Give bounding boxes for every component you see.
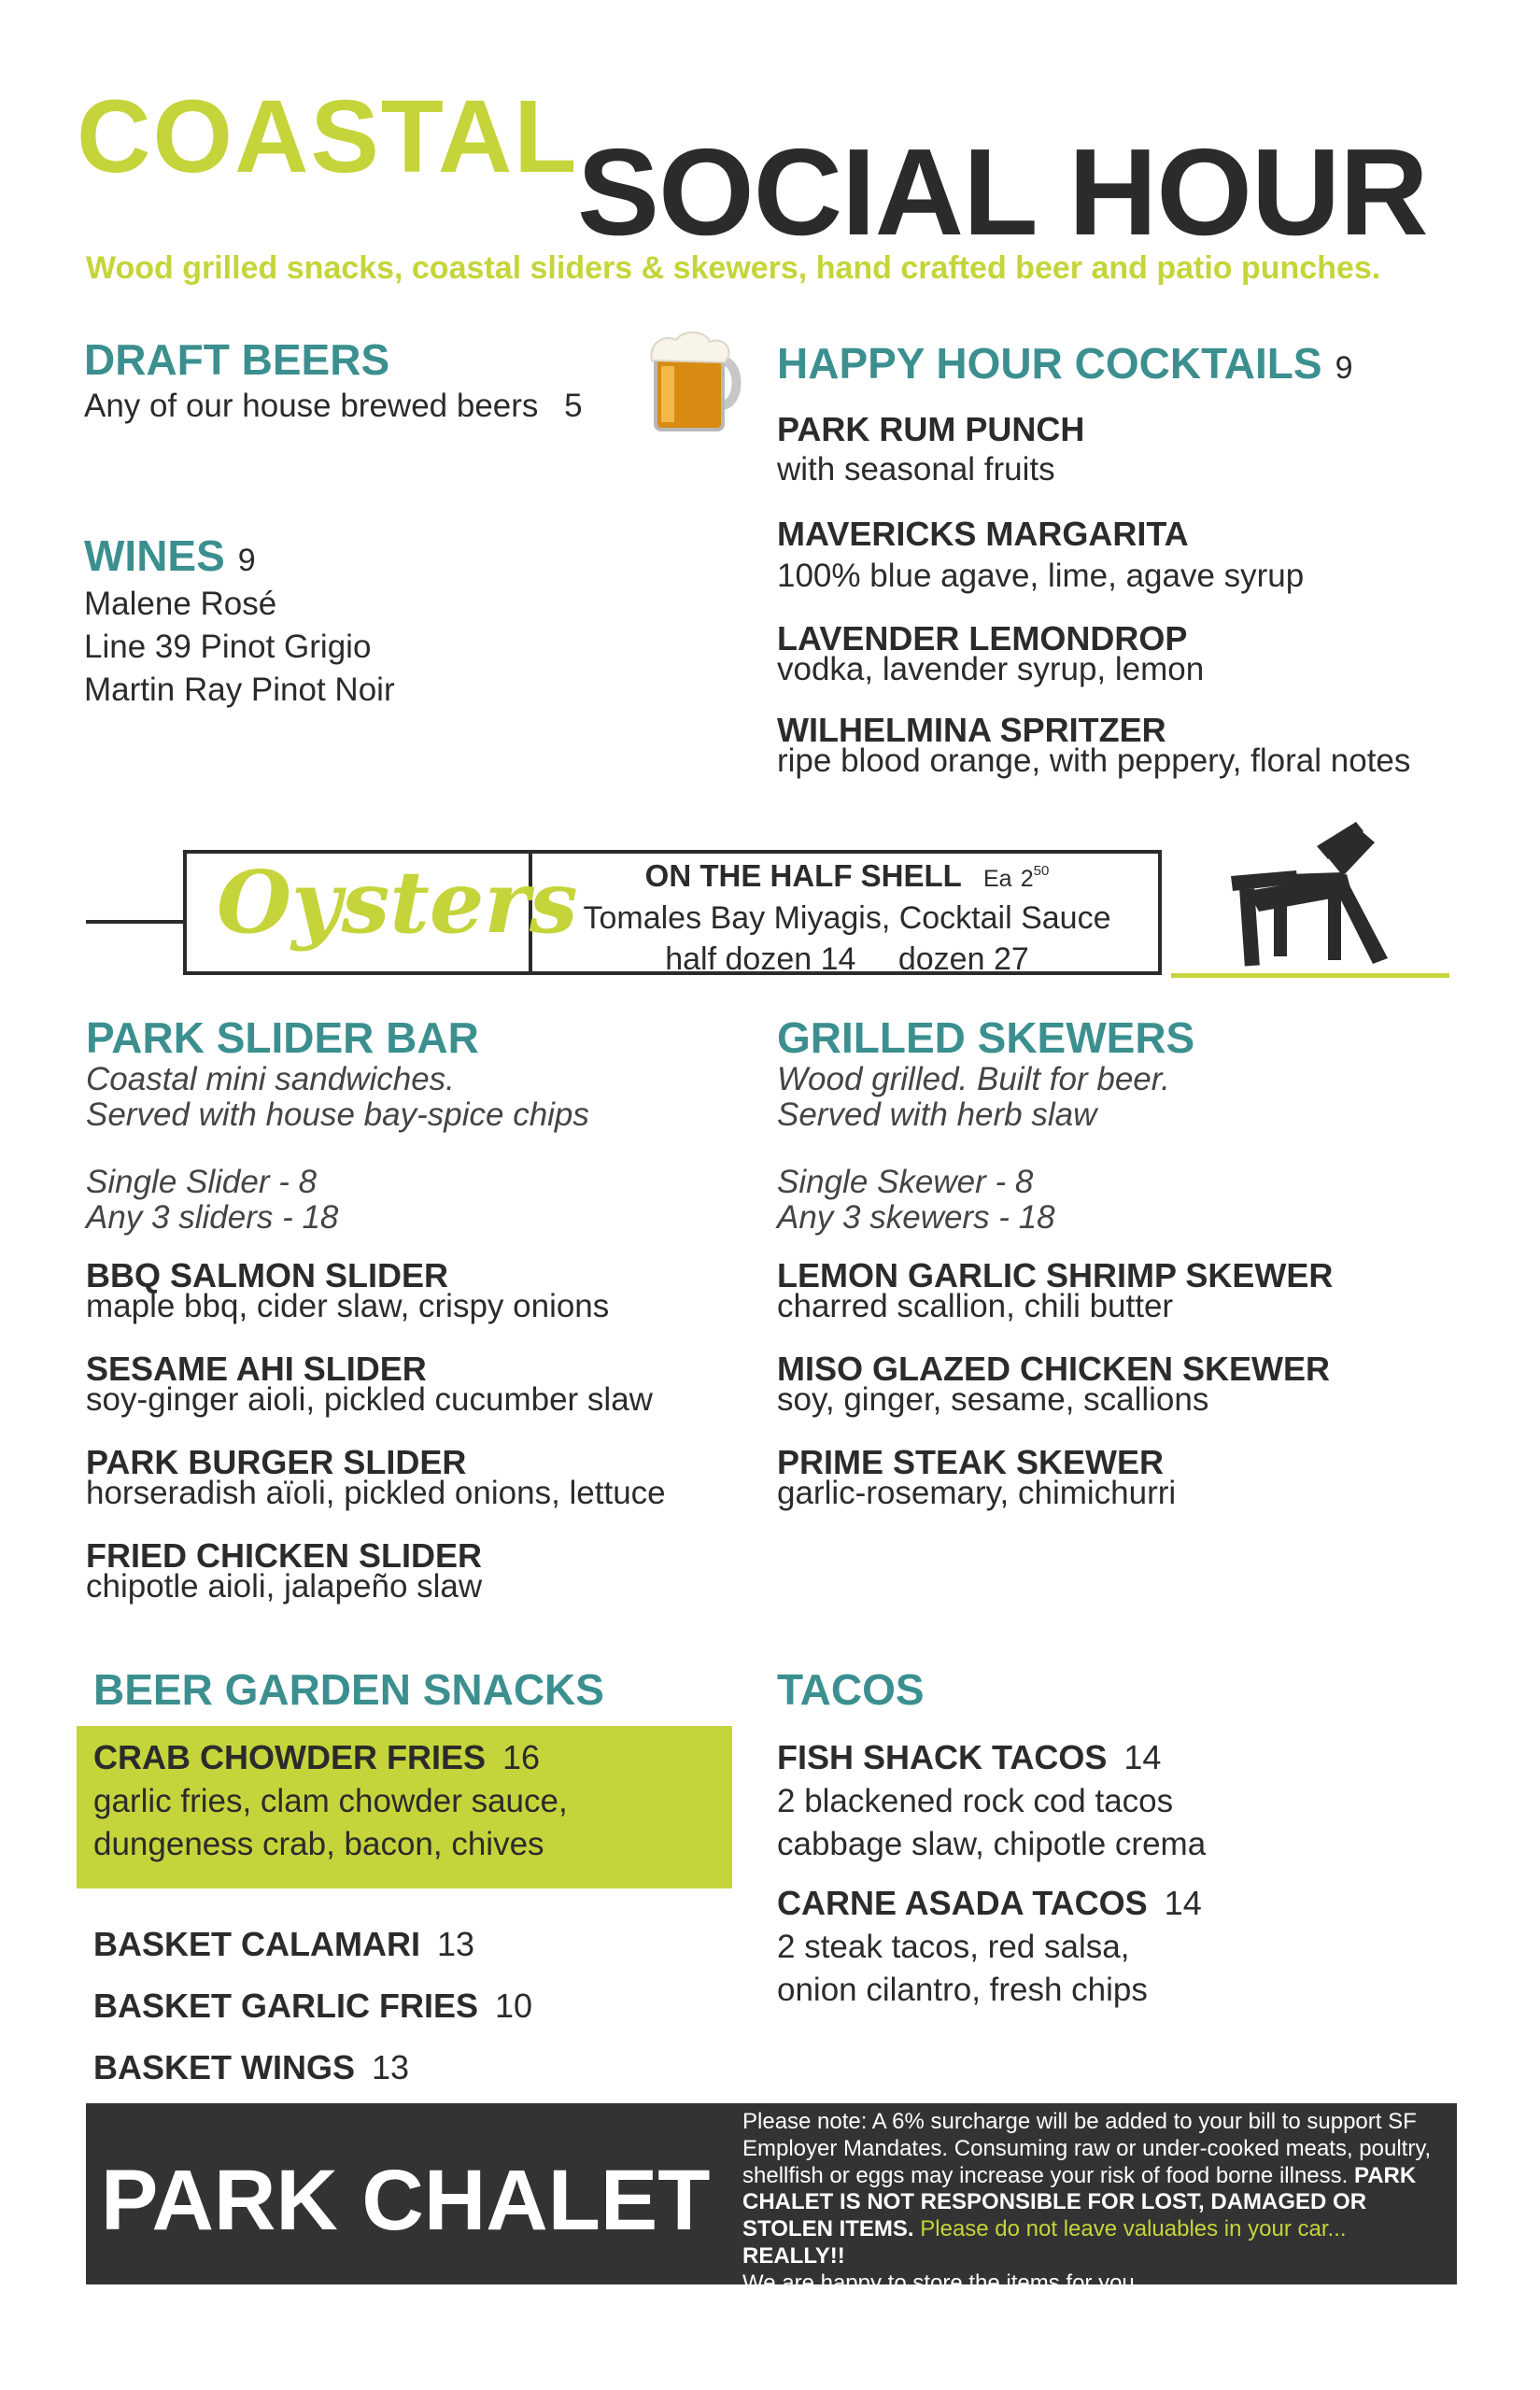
sliders-pricing-1: Single Slider - 8 xyxy=(86,1164,318,1200)
cocktail-desc: 100% blue agave, lime, agave syrup xyxy=(777,558,1305,594)
featured-snack-name: CRAB CHOWDER FRIES xyxy=(93,1738,486,1776)
skewers-pricing-1: Single Skewer - 8 xyxy=(777,1164,1034,1200)
taco-price: 14 xyxy=(1123,1738,1162,1776)
wine-item: Martin Ray Pinot Noir xyxy=(84,672,395,708)
footer-note-end: We are happy to store the items for you. xyxy=(742,2270,1141,2296)
cocktails-heading: HAPPY HOUR COCKTAILS xyxy=(777,339,1322,388)
skewer-desc: garlic-rosemary, chimichurri xyxy=(777,1475,1177,1511)
footer-brand: PARK CHALET xyxy=(101,2153,711,2248)
slider-desc: chipotle aioli, jalapeño slaw xyxy=(86,1568,483,1605)
oyster-dozen: dozen 27 xyxy=(897,941,1029,978)
draft-beers-text: Any of our house brewed beers xyxy=(84,388,539,424)
oyster-pricing xyxy=(532,939,1162,981)
featured-snack-desc-2: dungeness crab, bacon, chives xyxy=(93,1826,544,1862)
skewers-pricing-2: Any 3 skewers - 18 xyxy=(777,1199,1055,1236)
wines-heading: WINES xyxy=(84,531,225,580)
beer-mug-icon xyxy=(648,329,742,433)
snack-price: 10 xyxy=(495,1987,533,2025)
featured-snack-desc-1: garlic fries, clam chowder sauce, xyxy=(93,1783,568,1819)
footer-note xyxy=(742,2109,1452,2298)
sliders-intro-1: Coastal mini sandwiches. xyxy=(86,1061,455,1097)
taco-name-row xyxy=(777,1885,1202,1922)
draft-beers-heading: DRAFT BEERS xyxy=(84,335,390,384)
taco-name: CARNE ASADA TACOS xyxy=(777,1884,1148,1922)
oyster-details xyxy=(532,856,1162,981)
cocktail-desc: vodka, lavender syrup, lemon xyxy=(777,651,1205,687)
oyster-script-title: Oysters xyxy=(217,852,578,953)
footer-note-really: REALLY!! xyxy=(742,2242,845,2269)
cocktail-desc: ripe blood orange, with peppery, floral notes xyxy=(777,742,1411,779)
oyster-heading: ON THE HALF SHELL xyxy=(644,858,962,893)
taco-name: FISH SHACK TACOS xyxy=(777,1738,1108,1776)
featured-snack-price: 16 xyxy=(502,1738,541,1776)
slider-name: PARK BURGER SLIDER xyxy=(86,1443,467,1481)
wine-item: Malene Rosé xyxy=(84,586,277,622)
snack-item xyxy=(93,2049,409,2086)
wines-header xyxy=(84,531,256,580)
footer-note-bold: PARK CHALET IS NOT RESPONSIBLE FOR LOST, DAMAGED OR STOLEN ITEMS. xyxy=(742,2162,1417,2242)
skewer-desc: charred scallion, chili butter xyxy=(777,1288,1174,1324)
cocktail-name: WILHELMINA SPRITZER xyxy=(777,711,1166,749)
skewers-intro-2: Served with herb slaw xyxy=(777,1096,1097,1133)
draft-beers-line xyxy=(84,385,583,428)
cocktail-desc: with seasonal fruits xyxy=(777,451,1055,488)
cocktail-name: MAVERICKS MARGARITA xyxy=(777,515,1189,553)
title-coastal: COASTAL xyxy=(77,79,579,194)
taco-desc-2: onion cilantro, fresh chips xyxy=(777,1972,1148,2008)
skewers-intro-1: Wood grilled. Built for beer. xyxy=(777,1061,1170,1097)
sliders-intro-2: Served with house bay-spice chips xyxy=(86,1096,589,1133)
cocktails-header xyxy=(777,339,1353,388)
sliders-pricing-2: Any 3 sliders - 18 xyxy=(86,1199,339,1236)
skewer-desc: soy, ginger, sesame, scallions xyxy=(777,1381,1209,1418)
skewers-heading: GRILLED SKEWERS xyxy=(777,1013,1195,1062)
snack-name: BASKET CALAMARI xyxy=(93,1925,420,1963)
slider-name: FRIED CHICKEN SLIDER xyxy=(86,1536,483,1575)
skewer-name: PRIME STEAK SKEWER xyxy=(777,1443,1165,1481)
oyster-each-dollars: 2 xyxy=(1020,866,1034,892)
snack-name: BASKET WINGS xyxy=(93,2048,356,2086)
slider-name: BBQ SALMON SLIDER xyxy=(86,1256,449,1294)
slider-desc: soy-ginger aioli, pickled cucumber slaw xyxy=(86,1381,653,1418)
cocktails-price: 9 xyxy=(1335,350,1353,386)
draft-beers-price: 5 xyxy=(564,388,583,424)
oyster-rule-left xyxy=(86,920,183,924)
oyster-rule-right xyxy=(1171,973,1449,978)
taco-desc-1: 2 steak tacos, red salsa, xyxy=(777,1929,1130,1965)
taco-price: 14 xyxy=(1164,1884,1202,1922)
featured-snack-name-row xyxy=(93,1739,540,1776)
slider-desc: maple bbq, cider slaw, crispy onions xyxy=(86,1288,610,1324)
slider-desc: horseradish aïoli, pickled onions, lettuce xyxy=(86,1475,666,1511)
snack-price: 13 xyxy=(372,2048,410,2086)
wines-price: 9 xyxy=(237,543,256,578)
oyster-half-dozen: half dozen 14 xyxy=(665,941,856,978)
snack-item xyxy=(93,1926,474,1963)
snack-price: 13 xyxy=(436,1925,475,1963)
skewer-name: MISO GLAZED CHICKEN SKEWER xyxy=(777,1350,1331,1388)
sliders-heading: PARK SLIDER BAR xyxy=(86,1013,479,1062)
taco-desc-1: 2 blackened rock cod tacos xyxy=(777,1783,1174,1819)
tacos-heading: TACOS xyxy=(777,1665,925,1714)
oyster-line: Tomales Bay Miyagis, Cocktail Sauce xyxy=(583,899,1111,936)
cocktail-name: PARK RUM PUNCH xyxy=(777,410,1085,448)
oyster-each-label: Ea xyxy=(982,866,1012,892)
taco-desc-2: cabbage slaw, chipotle crema xyxy=(777,1826,1207,1862)
wine-item: Line 39 Pinot Grigio xyxy=(84,629,372,665)
cocktail-name: LAVENDER LEMONDROP xyxy=(777,619,1188,658)
footer-note-yellow: Please do not leave valuables in your car... xyxy=(920,2216,1347,2242)
skewer-name: LEMON GARLIC SHRIMP SKEWER xyxy=(777,1256,1334,1294)
snack-item xyxy=(93,1987,532,2025)
footer-note-text: Please note: A 6% surcharge will be added to your bill to support SF Employer Mandates. Consuming raw or under-cooked meats, poultry, shellfish or eggs may increase your risk of food borne illness. xyxy=(742,2109,1432,2188)
snacks-heading: BEER GARDEN SNACKS xyxy=(93,1665,604,1714)
title-social-hour: SOCIAL HOUR xyxy=(577,123,1428,261)
tagline: Wood grilled snacks, coastal sliders & skewers, hand crafted beer and patio punches. xyxy=(86,250,1381,286)
oyster-each-cents: 50 xyxy=(1033,863,1050,879)
slider-name: SESAME AHI SLIDER xyxy=(86,1350,427,1388)
snack-name: BASKET GARLIC FRIES xyxy=(93,1987,479,2025)
taco-name-row xyxy=(777,1739,1161,1776)
oyster-heading-row xyxy=(532,856,1162,898)
adirondack-chair-icon xyxy=(1223,818,1392,973)
